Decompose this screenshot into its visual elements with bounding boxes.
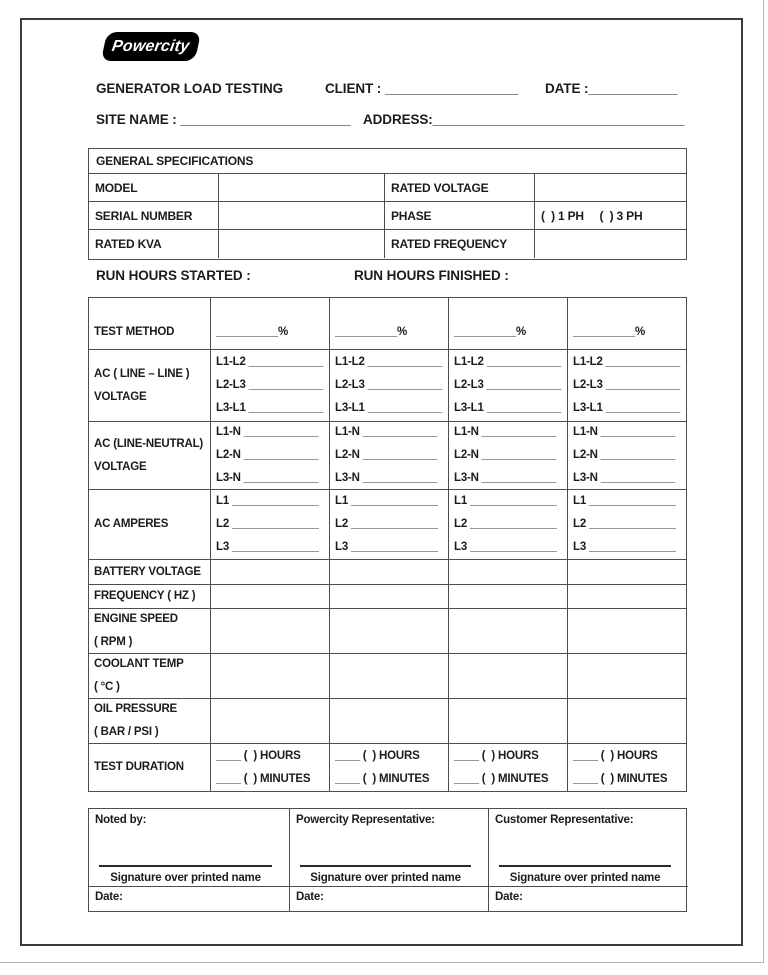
test-value-cell[interactable]: L1-N ____________ L2-N ____________ L3-N ____________ (329, 422, 448, 489)
signature-area[interactable] (290, 809, 488, 886)
test-value-cell[interactable]: ____ ( ) HOURS ____ ( ) MINUTES (210, 744, 329, 791)
spec-label-model: MODEL (95, 180, 138, 195)
general-specifications-table (88, 148, 687, 260)
test-value-cell[interactable] (448, 560, 567, 584)
signature-section (88, 808, 687, 912)
test-value-cell[interactable]: L1 ______________ L2 ______________ L3 ______________ (210, 490, 329, 559)
spec-label-rated-kva: RATED KVA (95, 237, 162, 251)
signer-role-label: Noted by: (95, 814, 147, 826)
test-row-label: AC ( LINE – LINE ) VOLTAGE (94, 367, 190, 403)
test-value-cell[interactable] (329, 560, 448, 584)
signature-area[interactable] (489, 809, 688, 886)
test-row-label: COOLANT TEMP ( °C ) (94, 658, 184, 693)
form-title: GENERATOR LOAD TESTING (96, 81, 284, 96)
logo-text: Powercity (111, 37, 192, 55)
test-value-cell[interactable]: ____ ( ) HOURS ____ ( ) MINUTES (329, 744, 448, 791)
test-value-cell[interactable] (210, 699, 329, 743)
test-table-row (89, 559, 686, 584)
test-table-row (89, 698, 686, 743)
test-row-label: ENGINE SPEED ( RPM ) (94, 613, 178, 648)
test-row-label: AC (LINE-NEUTRAL) VOLTAGE (94, 437, 204, 473)
test-value-cell[interactable]: L1 ______________ L2 ______________ L3 ______________ (567, 490, 688, 559)
run-hours-started-label[interactable]: RUN HOURS STARTED : (96, 268, 251, 283)
spec-row-kva (89, 229, 686, 258)
test-value-cell[interactable] (567, 560, 688, 584)
test-value-cell[interactable]: __________% (329, 298, 448, 349)
load-test-table (88, 297, 687, 792)
test-value-cell[interactable]: L1-N ____________ L2-N ____________ L3-N ____________ (210, 422, 329, 489)
signature-line[interactable] (499, 865, 671, 867)
test-value-cell[interactable]: ____ ( ) HOURS ____ ( ) MINUTES (567, 744, 688, 791)
test-value-cell[interactable]: __________% (448, 298, 567, 349)
test-value-cell[interactable] (567, 585, 688, 608)
date-cell[interactable]: Date: (290, 886, 488, 911)
spec-phase-checkboxes[interactable]: ( ) 1 PH ( ) 3 PH (534, 202, 688, 229)
date-cell[interactable]: Date: (89, 886, 289, 911)
test-value-cell[interactable]: L1-N ____________ L2-N ____________ L3-N ____________ (567, 422, 688, 489)
test-value-cell[interactable]: L1-L2 ____________ L2-L3 ____________ L3-L1 ____________ (210, 350, 329, 421)
spec-table-title: GENERAL SPECIFICATIONS (96, 154, 254, 168)
test-table-row (89, 584, 686, 608)
test-value-cell[interactable]: L1 ______________ L2 ______________ L3 ______________ (329, 490, 448, 559)
spec-row-model (89, 173, 686, 201)
test-value-cell[interactable] (448, 585, 567, 608)
signature-caption: Signature over printed name (110, 872, 261, 884)
signature-line[interactable] (99, 865, 272, 867)
run-hours-finished-label[interactable]: RUN HOURS FINISHED : (354, 268, 509, 283)
test-value-cell[interactable] (210, 609, 329, 653)
signature-caption: Signature over printed name (310, 872, 461, 884)
test-row-label: TEST DURATION (94, 761, 184, 773)
signature-area[interactable] (89, 809, 289, 886)
test-value-cell[interactable] (329, 699, 448, 743)
test-table-row (89, 298, 686, 349)
test-value-cell[interactable]: L1 ______________ L2 ______________ L3 ______________ (448, 490, 567, 559)
spec-value-serial-number[interactable] (218, 202, 384, 229)
page-border (20, 18, 743, 946)
address-field[interactable]: ADDRESS:__________________________________ (363, 112, 685, 127)
test-value-cell[interactable] (329, 585, 448, 608)
test-table-row (89, 489, 686, 559)
test-value-cell[interactable]: L1-L2 ____________ L2-L3 ____________ L3-L1 ____________ (329, 350, 448, 421)
test-table-row (89, 653, 686, 698)
test-value-cell[interactable]: L1-L2 ____________ L2-L3 ____________ L3-L1 ____________ (448, 350, 567, 421)
test-value-cell[interactable] (448, 699, 567, 743)
spec-label-rated-voltage: RATED VOLTAGE (384, 174, 534, 201)
test-row-label: AC AMPERES (94, 518, 169, 530)
signature-box-customer-representative (488, 809, 688, 911)
test-value-cell[interactable] (210, 585, 329, 608)
test-table-row (89, 743, 686, 791)
test-value-cell[interactable] (448, 609, 567, 653)
test-table-row (89, 349, 686, 421)
spec-row-serial (89, 201, 686, 229)
test-row-label: FREQUENCY ( HZ ) (94, 590, 196, 602)
signature-caption: Signature over printed name (509, 872, 661, 884)
test-value-cell[interactable]: L1-L2 ____________ L2-L3 ____________ L3-L1 ____________ (567, 350, 688, 421)
date-cell[interactable]: Date: (489, 886, 688, 911)
test-value-cell[interactable] (329, 654, 448, 698)
test-table-row (89, 421, 686, 489)
powercity-logo (101, 32, 201, 61)
signature-line[interactable] (300, 865, 471, 867)
test-value-cell[interactable] (567, 699, 688, 743)
test-value-cell[interactable] (210, 654, 329, 698)
test-value-cell[interactable] (567, 654, 688, 698)
date-field[interactable]: DATE :____________ (545, 81, 678, 96)
spec-value-rated-kva[interactable] (218, 230, 384, 258)
spec-value-rated-voltage[interactable] (534, 174, 688, 201)
signer-role-label: Powercity Representative: (296, 814, 435, 826)
test-value-cell[interactable]: __________% (567, 298, 688, 349)
spec-value-model[interactable] (218, 174, 384, 201)
signer-role-label: Customer Representative: (495, 814, 634, 826)
test-table-row (89, 608, 686, 653)
test-value-cell[interactable]: ____ ( ) HOURS ____ ( ) MINUTES (448, 744, 567, 791)
spec-label-rated-frequency: RATED FREQUENCY (384, 230, 534, 258)
test-row-label: BATTERY VOLTAGE (94, 565, 201, 578)
test-row-label: TEST METHOD (94, 326, 175, 338)
client-field[interactable]: CLIENT : __________________ (325, 81, 519, 96)
test-value-cell[interactable] (329, 609, 448, 653)
test-row-label: OIL PRESSURE ( BAR / PSI ) (94, 703, 178, 738)
test-value-cell[interactable]: __________% (210, 298, 329, 349)
spec-label-phase: PHASE (384, 202, 534, 229)
test-value-cell[interactable]: L1-N ____________ L2-N ____________ L3-N ____________ (448, 422, 567, 489)
spec-value-rated-frequency[interactable] (534, 230, 688, 258)
site-name-field[interactable]: SITE NAME : _______________________ (96, 112, 351, 127)
signature-box-noted-by (89, 809, 289, 911)
signature-box-powercity-representative (289, 809, 488, 911)
test-value-cell[interactable] (448, 654, 567, 698)
test-value-cell[interactable] (210, 560, 329, 584)
spec-label-serial-number: SERIAL NUMBER (95, 208, 193, 223)
test-value-cell[interactable] (567, 609, 688, 653)
